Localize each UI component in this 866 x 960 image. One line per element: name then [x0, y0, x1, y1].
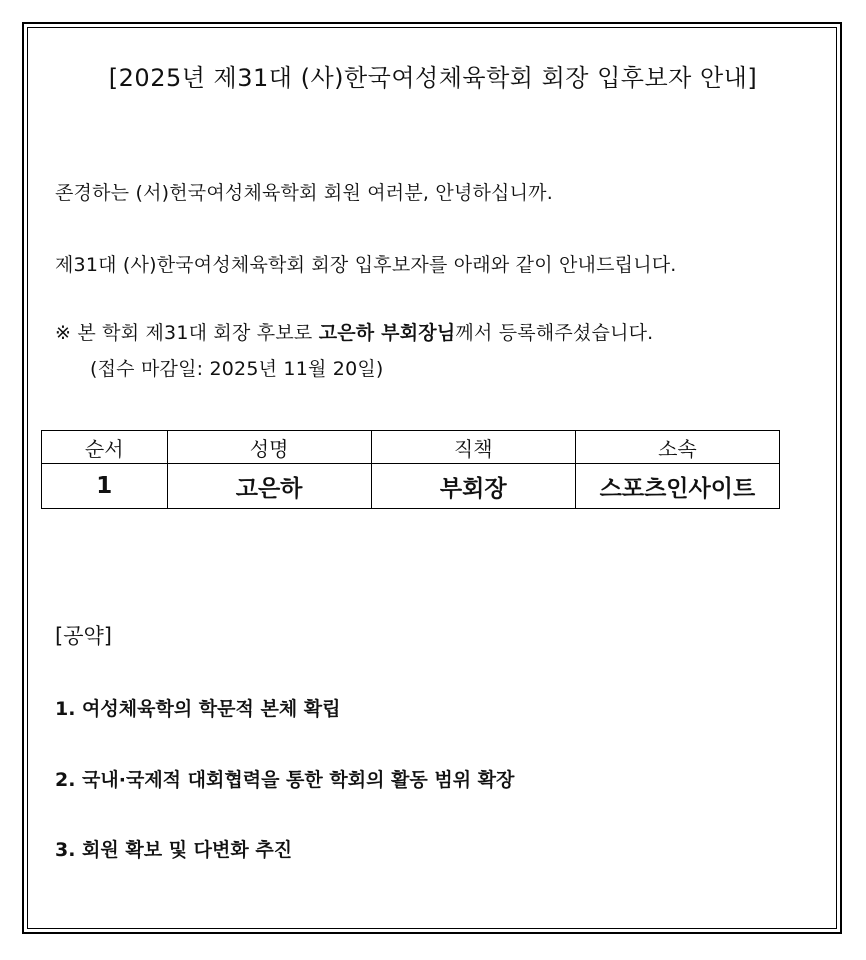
- pledge-item: 2. 국내·국제적 대회협력을 통한 학회의 활동 범위 확장: [55, 769, 515, 791]
- cell-order: 1: [42, 464, 168, 509]
- header-position: 직책: [371, 431, 575, 464]
- notice-highlight: 고은하 부회장: [318, 322, 437, 344]
- deadline-text: (접수 마감일: 2025년 11월 20일): [90, 358, 384, 380]
- table-header-row: [42, 431, 780, 464]
- cell-position: 부회장: [371, 464, 575, 509]
- cell-affiliation: 스포츠인사이트: [575, 464, 779, 509]
- notice-honorific: 님: [436, 322, 456, 344]
- cell-name: 고은하: [167, 464, 371, 509]
- candidate-table: [41, 430, 780, 509]
- candidate-notice: [55, 318, 653, 345]
- header-name: 성명: [167, 431, 371, 464]
- greeting-text: 존경하는 (서)헌국여성체육학회 회원 여러분, 안녕하십니까.: [55, 182, 553, 204]
- pledge-item: 3. 회원 확보 및 다변화 추진: [55, 839, 293, 861]
- table-row: [42, 464, 780, 509]
- notice-suffix: 께서 등록해주셨습니다.: [455, 322, 654, 344]
- header-order: 순서: [42, 431, 168, 464]
- header-affiliation: 소속: [575, 431, 779, 464]
- notice-prefix: ※ 본 학회 제31대 회장 후보로: [55, 322, 319, 344]
- intro-text: 제31대 (사)한국여성체육학회 회장 입후보자를 아래와 같이 안내드립니다.: [55, 254, 677, 276]
- pledge-item: 1. 여성체육학의 학문적 본체 확립: [55, 698, 341, 720]
- pledge-heading: [공약]: [55, 624, 112, 648]
- page-title: [2025년 제31대 (사)한국여성체육학회 회장 입후보자 안내]: [108, 64, 758, 92]
